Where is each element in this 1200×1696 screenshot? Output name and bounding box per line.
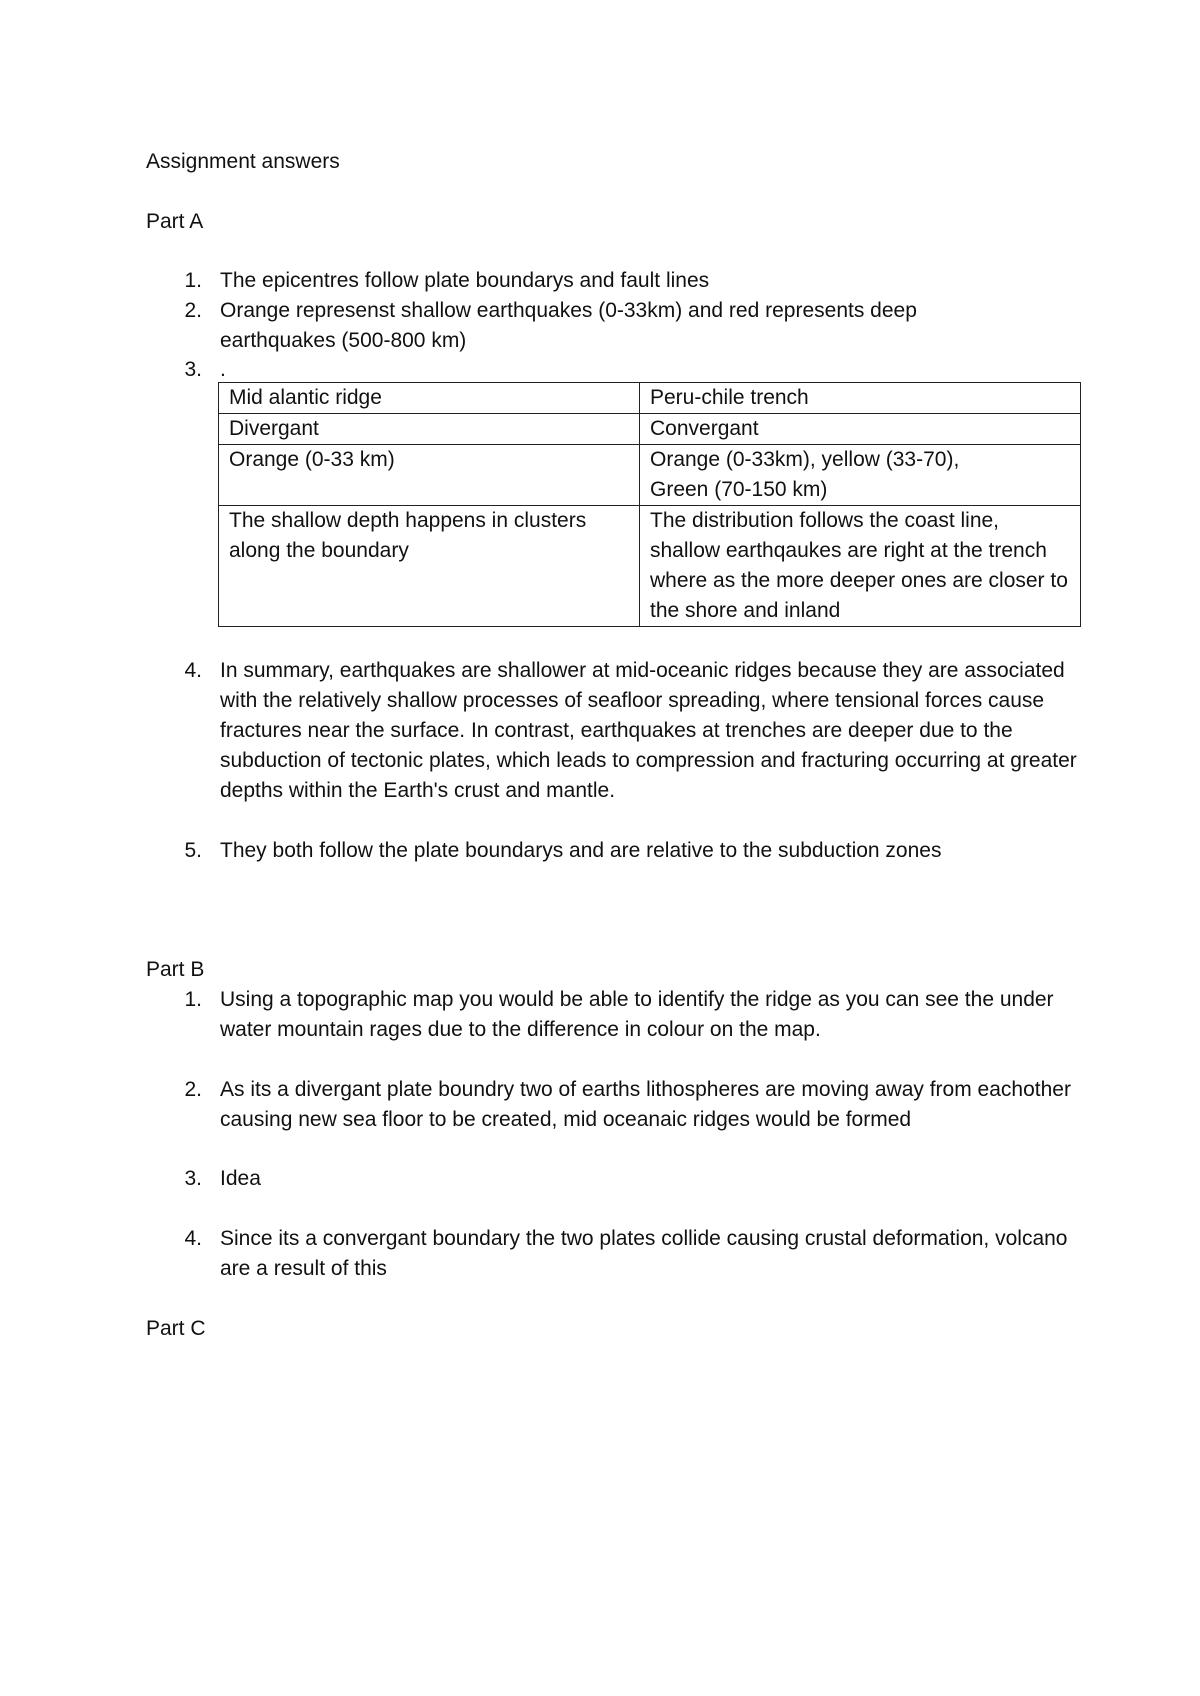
table-cell: Convergant xyxy=(640,414,1081,445)
document-title: Assignment answers xyxy=(146,150,340,173)
part-c-heading: Part C xyxy=(146,1317,206,1340)
table-cell: The distribution follows the coast line, shallow earthqaukes are right at the trench where as the more deeper ones are closer to the shore and inland xyxy=(640,506,1081,627)
list-number: 5. xyxy=(184,839,202,862)
list-number: 1. xyxy=(184,988,202,1011)
table-row xyxy=(219,506,1081,627)
table-cell: Divergant xyxy=(219,414,640,445)
list-text: As its a divergant plate boundry two of earths lithospheres are moving away from eachother causing new sea floor to be created, mid oceanaic ridges would be formed xyxy=(220,1078,1071,1131)
list-number: 3. xyxy=(184,358,202,381)
table-cell: Mid alantic ridge xyxy=(219,383,640,414)
list-number: 2. xyxy=(184,1078,202,1101)
list-text: Orange represenst shallow earthquakes (0-33km) and red represents deep earthquakes (500-800 km) xyxy=(220,299,917,352)
list-text: They both follow the plate boundarys and are relative to the subduction zones xyxy=(220,839,942,862)
list-text: Since its a convergant boundary the two plates collide causing crustal deformation, volcano are a result of this xyxy=(220,1227,1068,1280)
table-row xyxy=(219,383,1081,414)
table-cell: Orange (0-33 km) xyxy=(219,445,640,506)
table-row xyxy=(219,445,1081,506)
comparison-table xyxy=(218,382,1081,627)
list-number: 2. xyxy=(184,299,202,322)
list-text: In summary, earthquakes are shallower at mid-oceanic ridges because they are associated with the relatively shallow processes of seafloor spreading, where tensional forces cause fractures near the surface. In contrast, earthquakes at trenches are deeper due to the subduction of tectonic plates, which leads to compression and fracturing occurring at greater depths within the Earth's crust and mantle. xyxy=(220,659,1077,802)
list-text: The epicentres follow plate boundarys and fault lines xyxy=(220,269,710,292)
list-text: . xyxy=(220,358,226,381)
list-text: Idea xyxy=(220,1167,261,1190)
list-number: 1. xyxy=(184,269,202,292)
part-b-heading: Part B xyxy=(146,958,205,981)
list-number: 3. xyxy=(184,1167,202,1190)
part-a-heading: Part A xyxy=(146,210,204,233)
list-number: 4. xyxy=(184,659,202,682)
list-text: Using a topographic map you would be able to identify the ridge as you can see the under water mountain rages due to the difference in colour on the map. xyxy=(220,988,1054,1041)
table-row xyxy=(219,414,1081,445)
table-cell: The shallow depth happens in clusters along the boundary xyxy=(219,506,640,627)
list-number: 4. xyxy=(184,1227,202,1250)
table-cell: Peru-chile trench xyxy=(640,383,1081,414)
table-cell: Orange (0-33km), yellow (33-70), Green (70-150 km) xyxy=(640,445,1081,506)
